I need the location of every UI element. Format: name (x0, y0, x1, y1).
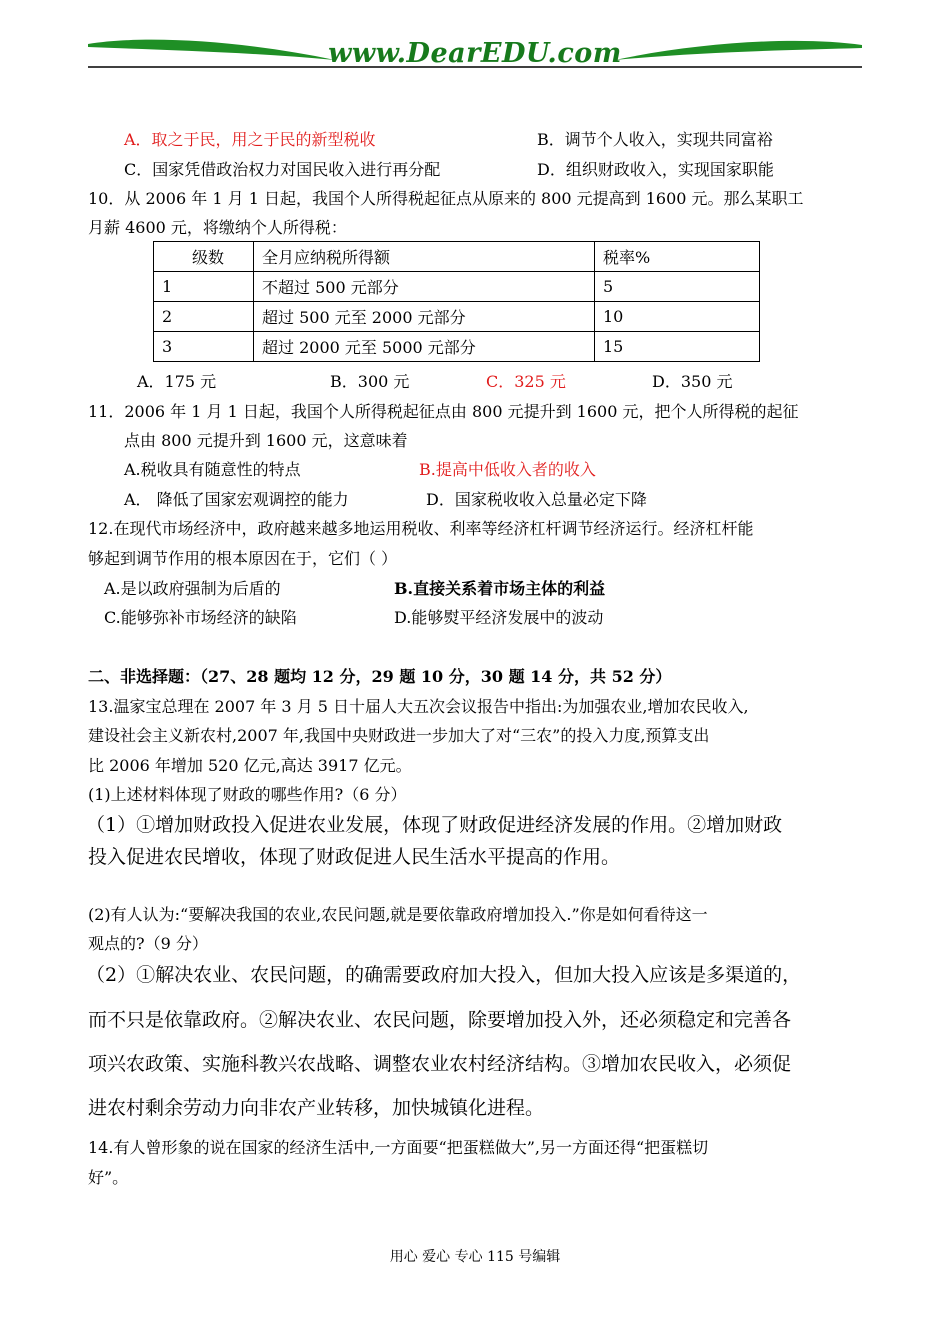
table-cell: 3 (154, 332, 254, 362)
q10-option-d: D．350 元 (652, 372, 733, 391)
q11-option-c: A． 降低了国家宏观调控的能力 (124, 490, 349, 509)
table-row (154, 332, 760, 362)
q9-option-d: D．组织财政收入，实现国家职能 (537, 160, 774, 179)
table-cell: 15 (595, 332, 760, 362)
site-logo-text[interactable]: www.DearEDU.com (328, 38, 622, 69)
table-header-cell: 全月应纳税所得额 (254, 242, 595, 272)
table-cell: 超过 500 元至 2000 元部分 (254, 302, 595, 332)
q11-option-b: B.提高中低收入者的收入 (419, 460, 596, 479)
q12-stem-line1: 12.在现代市场经济中，政府越来越多地运用税收、利率等经济杠杆调节经济运行。经济杠杆能 (88, 519, 754, 538)
q13-sub2-answer-line4: 进农村剩余劳动力向非农产业转移，加快城镇化进程。 (88, 1097, 545, 1119)
q14-stem-line1: 14.有人曾形象的说在国家的经济生活中,一方面要“把蛋糕做大”,另一方面还得“把蛋糕切 (88, 1138, 709, 1157)
q14-stem-line2: 好”。 (88, 1168, 129, 1187)
table-cell: 超过 2000 元至 5000 元部分 (254, 332, 595, 362)
section-2-title: 二、非选择题：（27、28 题均 12 分，29 题 10 分，30 题 14 分，共 52 分） (88, 667, 672, 686)
table-cell: 5 (595, 272, 760, 302)
table-cell: 1 (154, 272, 254, 302)
table-cell: 10 (595, 302, 760, 332)
table-cell: 2 (154, 302, 254, 332)
page-footer: 用心 爱心 专心 115 号编辑 (389, 1249, 561, 1265)
q12-option-a: A.是以政府强制为后盾的 (104, 579, 281, 598)
q13-stem-line3: 比 2006 年增加 520 亿元,高达 3917 亿元。 (88, 756, 412, 775)
q10-option-b: B．300 元 (330, 372, 410, 391)
table-header-cell: 税率% (595, 242, 760, 272)
table-cell: 不超过 500 元部分 (254, 272, 595, 302)
q11-stem-line1: 11．2006 年 1 月 1 日起，我国个人所得税起征点由 800 元提升到 1600 元，把个人所得税的起征 (88, 402, 799, 421)
q12-option-b: B.直接关系着市场主体的利益 (394, 579, 606, 598)
table-header-row (154, 242, 760, 272)
q13-sub2-question-line2: 观点的?（9 分） (88, 934, 208, 953)
q9-option-b: B．调节个人收入，实现共同富裕 (537, 130, 773, 149)
table-header-cell: 级数 (154, 242, 254, 272)
q13-stem-line2: 建设社会主义新农村,2007 年,我国中央财政进一步加大了对“三农”的投入力度,预算支出 (88, 726, 710, 745)
q12-option-d: D.能够熨平经济发展中的波动 (394, 608, 604, 627)
q12-option-c: C.能够弥补市场经济的缺陷 (104, 608, 297, 627)
table-row (154, 272, 760, 302)
q11-option-a: A.税收具有随意性的特点 (124, 460, 301, 479)
q10-stem-line1: 10．从 2006 年 1 月 1 日起，我国个人所得税起征点从原来的 800 元提高到 1600 元。那么某职工 (88, 189, 804, 208)
q13-sub2-question-line1: (2)有人认为:“要解决我国的农业,农民问题,就是要依靠政府增加投入.”你是如何看待这一 (88, 905, 708, 924)
q13-stem-line1: 13.温家宝总理在 2007 年 3 月 5 日十届人大五次会议报告中指出:为加强农业,增加农民收入, (88, 697, 749, 716)
q13-sub1-answer-line2: 投入促进农民增收，体现了财政促进人民生活水平提高的作用。 (88, 846, 621, 868)
q13-sub2-answer-line3: 项兴农政策、实施科教兴农战略、调整农业农村经济结构。③增加农民收入，必须促 (88, 1053, 792, 1075)
q9-option-a: A．取之于民，用之于民的新型税收 (124, 130, 376, 149)
q13-sub1-answer-line1: （1）①增加财政投入促进农业发展，体现了财政促进经济发展的作用。②增加财政 (86, 814, 783, 836)
q11-stem-line2: 点由 800 元提升到 1600 元，这意味着 (124, 431, 408, 450)
q13-sub2-answer-line1: （2）①解决农业、农民问题，的确需要政府加大投入，但加大投入应该是多渠道的， (86, 964, 802, 986)
q9-option-c: C．国家凭借政治权力对国民收入进行再分配 (124, 160, 441, 179)
q13-sub1-question: (1)上述材料体现了财政的哪些作用?（6 分） (88, 785, 407, 804)
q10-stem-line2: 月薪 4600 元，将缴纳个人所得税： (88, 218, 347, 237)
q10-option-c: C．325 元 (486, 372, 566, 391)
tax-rate-table (153, 241, 760, 362)
table-row (154, 302, 760, 332)
q12-stem-line2: 够起到调节作用的根本原因在于，它们（ ） (88, 549, 398, 568)
q11-option-d: D．国家税收收入总量必定下降 (426, 490, 647, 509)
q13-sub2-answer-line2: 而不只是依靠政府。②解决农业、农民问题，除要增加投入外，还必须稳定和完善各 (88, 1009, 792, 1031)
q10-option-a: A．175 元 (137, 372, 217, 391)
